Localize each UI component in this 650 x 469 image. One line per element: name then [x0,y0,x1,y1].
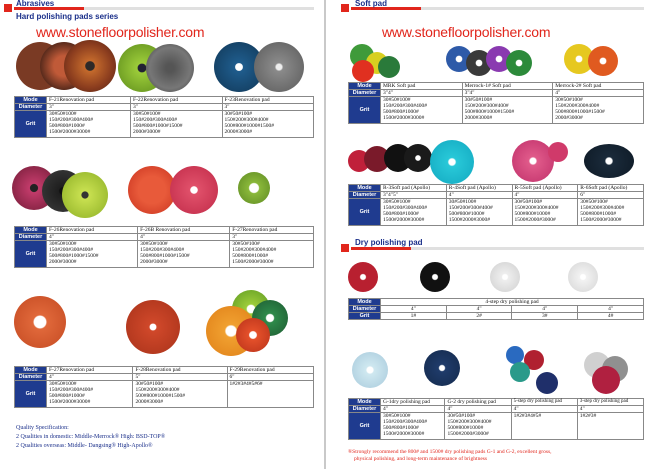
quality-line-1: 2 Qualities in domestic: Middle-Merrock® High: BSD-TOP® [16,434,166,440]
section-bar [351,7,644,10]
website-url: www.stonefloorpolisher.com [382,24,551,40]
quality-title: Quality Specification: [16,425,69,431]
section-bar [14,7,314,10]
spec-table-f26-f27: Mode F-26Renovation pad F-26B Renovation pad F-27Renovation pad Diameter 4" 4" 3" Grit 30#50#100# 150#200#300#400# 500#800#1000#1500# 2000#3000# 30#50#100# 150#200#300#400# 500#800#1000#1500# 2000#3000# 30#50#100# 150#200#300#400# 500#800#1000# 1500#2000#3000# [14,226,314,268]
section-title-dry-pad: Dry polishing pad [355,238,423,247]
recommendation-note-2: physical polishing, and long-term maintenance of brightness [354,456,488,462]
section-flag [341,4,349,12]
section-flag [4,4,12,12]
spec-table-4-step: Mode 4-step dry polishing pad Diameter 4" 4" 4" 4" Grit 1# 2# 3# 4# [348,298,644,320]
spec-table-apollo-pads: Mode R-3Soft pad (Apollo) R-4Soft pad (Apollo) R-5Soft pad (Apollo) R-6Soft pad (Apollo) Diameter 3"4"5" 4" 4" 6" Grit 30#50#100# 150#200#300#400# 500#800#1000# 1500#2000#3000# 30#50#100# 150#200#300#400# 500#800#1000# 1500#2000#3000# 30#50#100# 150#200#300#400# 500#800#1000# 1500#2000#3000# 30#50#100# 150#200#300#400# 500#800#1000# 1500#2000#3000# [348,184,644,226]
section-title-soft-pad: Soft pad [355,0,387,8]
recommendation-note-1: ®Strongly recommend the 800# and 1500# dry polishing pads G-1 and G-2, excellent gross, [348,449,552,455]
page-divider [324,0,326,469]
quality-line-2: 2 Qualities overseas: Middle- Dangsing® High-Apollo® [16,443,153,449]
website-url: www.stonefloorpolisher.com [36,24,205,40]
section-subtitle: Hard polishing pads series [16,12,119,21]
dry-section-bar [351,247,644,250]
spec-table-f21-f23: Mode F-21Renovation pad F-22Renovation pad F-23Renovation pad Diameter 3" 3" 3" Grit 30#50#100# 150#200#300#400# 500#800#1000# 1500#2000#3000# 30#50#100# 150#200#300#400# 500#800#1000#1500# 2000#3000# 30#50#100# 150#200#300#400# 500#800#1000#1500# 2000#3000# [14,96,314,138]
spec-table-dry-pads: Mode G-1dry polishing pad G-2 dry polishing pad 5-step dry polishing pad 3-step dry polishing pad Diameter 4" 4" 4" 4" Grit 30#50#100# 150#200#300#400# 500#800#1000# 1500#2000#3000# 30#50#100# 150#200#300#400# 500#800#1000# 1500#2000#3000# 1#2#3#4#5# 1#2#3# [348,398,644,440]
section-title: Abrasives [16,0,55,8]
spec-table-soft-pads: Mode MRK Soft pad Merrock-1# Soft pad Merrock-2# Soft pad Diameter 3"4" 3"4" 4" Grit 30#50#100# 150#200#300#400# 500#800#1000# 1500#2000#3000# 30#50#100# 150#200#300#400# 500#800#1000#1500# 2000#3000# 30#50#100# 150#200#300#400# 500#800#1000#1500# 2000#3000# [348,82,644,124]
spec-table-f27-f29: Mode F-27Renovation pad F-28Renovation pad F-29Renovation pad Diameter 4" 5" 6" Grit 30#50#100# 150#200#300#400# 500#800#1000# 1500#2000#3000# 30#50#100# 150#200#300#400# 500#800#1000#1500# 2000#3000# 1#2#3#4#5#6# [14,366,314,408]
dry-section-flag [341,244,349,252]
